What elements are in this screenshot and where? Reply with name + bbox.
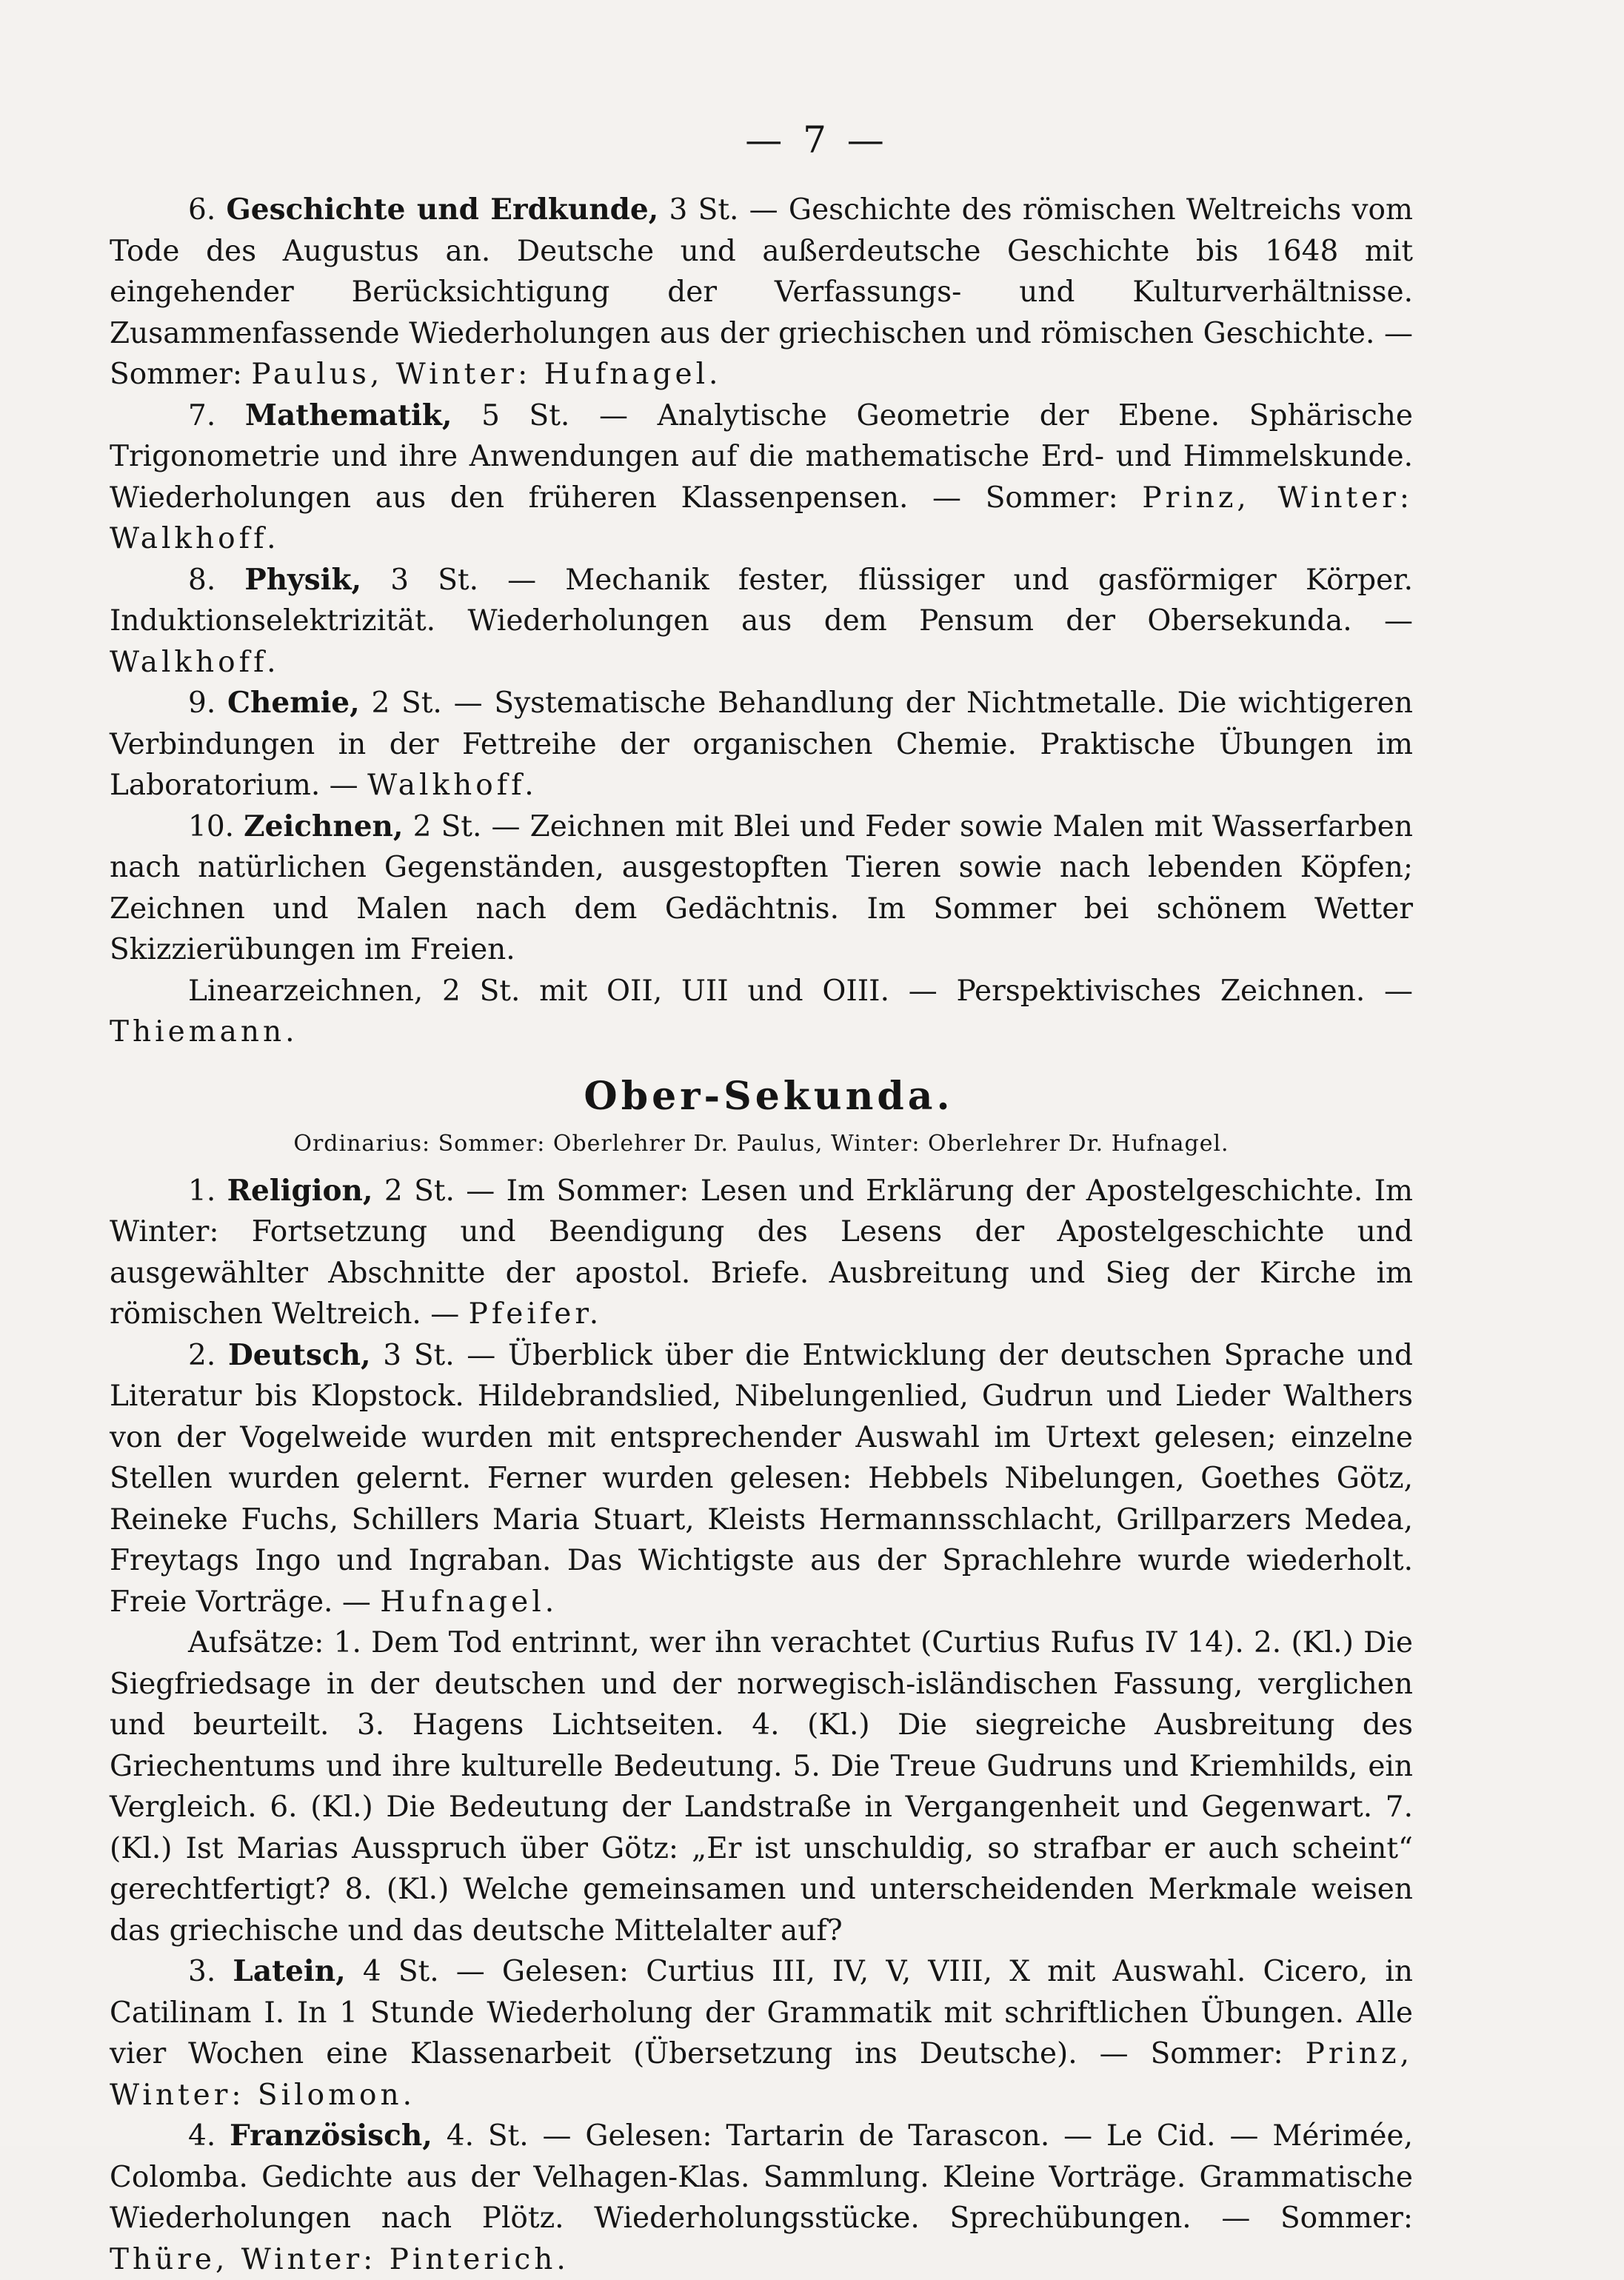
entry-subject: Zeichnen,	[244, 809, 403, 843]
entry-text: 2 St. — Zeichnen mit Blei und Feder sowie Malen mit Wasserfarben nach natürlichen Gegenständen, ausgestopften Tieren sowie nach lebenden Köpfen; Zeichnen und Malen nach dem Gedächtnis. Im Sommer bei schönem Wetter Skizzierübungen im Freien.	[110, 810, 1413, 967]
entry-text: 5 St. — Analytische Geometrie der Ebene. Sphärische Trigonometrie und ihre Anwendungen auf die mathematische Erd- und Himmelskunde. Wiederholungen aus den früheren Klassenpensen. — Sommer:	[110, 399, 1413, 515]
subject-entry	[110, 683, 1413, 806]
entry-teacher: Prinz, Winter: Silomon.	[110, 2037, 1413, 2112]
aufsaetze-paragraph: Aufsätze: 1. Dem Tod entrinnt, wer ihn verachtet (Curtius Rufus IV 14). 2. (Kl.) Die Siegfriedsage in der deutschen und der norwegisch-isländischen Fassung, verglichen und beurteilt. 3. Hagens Lichtseiten. 4. (Kl.) Die siegreiche Ausbreitung des Griechentums und ihre kulturelle Bedeutung. 5. Die Treue Gudruns und Kriemhilds, ein Vergleich. 6. (Kl.) Die Bedeutung der Landstraße in Vergangenheit und Gegenwart. 7. (Kl.) Ist Marias Ausspruch über Götz: „Er ist unschuldig, so strafbar er auch scheint“ gerechtfertigt? 8. (Kl.) Welche gemeinsamen und unterscheidenden Merkmale weisen das griechische und das deutsche Mittelalter auf?	[110, 1622, 1413, 1951]
entry-subject: Physik,	[244, 563, 361, 597]
entry-subject: Mathematik,	[245, 398, 452, 432]
subject-entry	[110, 1335, 1413, 1623]
entry-teacher: Walkhoff.	[367, 769, 538, 802]
entry-subject: Latein,	[233, 1954, 345, 1988]
entry-teacher: Paulus, Winter: Hufnagel.	[251, 358, 721, 391]
entry-number: 2.	[188, 1339, 215, 1372]
page-number: — 7 —	[110, 118, 1413, 161]
subject-entry	[110, 1951, 1413, 2116]
entry-subject: Geschichte und Erdkunde,	[227, 193, 659, 227]
entry-subject: Chemie,	[227, 686, 360, 720]
entry-text: 2 St. — Im Sommer: Lesen und Erklärung der Apostelgeschichte. Im Winter: Fortsetzung und Beendigung des Lesens der Apostelgeschichte und ausgewählter Abschnitte der apostol. Briefe. Ausbreitung und Sieg der Kirche im römischen Weltreich. —	[110, 1174, 1413, 1331]
linear-text: Linearzeichnen, 2 St. mit OII, UII und OIII. — Perspektivisches Zeichnen. —	[188, 974, 1413, 1008]
entry-text: 4. St. — Gelesen: Tartarin de Tarascon. — Le Cid. — Mérimée, Colomba. Gedichte aus der Velhagen-Klas. Sammlung. Kleine Vorträge. Grammatische Wiederholungen nach Plötz. Wiederholungsstücke. Sprechübungen. — Sommer:	[110, 2119, 1413, 2235]
entry-number: 6.	[188, 193, 215, 227]
subject-entry	[110, 806, 1413, 971]
entry-number: 3.	[188, 1955, 215, 1988]
ordinarius-line: Ordinarius: Sommer: Oberlehrer Dr. Paulus, Winter: Oberlehrer Dr. Hufnagel.	[110, 1128, 1413, 1160]
entry-number: 8.	[188, 564, 215, 597]
entry-text: 3 St. — Geschichte des römischen Weltreichs vom Tode des Augustus an. Deutsche und außerdeutsche Geschichte bis 1648 mit eingehender Berücksichtigung der Verfassungs- und Kulturverhältnisse. Zusammenfassende Wiederholungen aus der griechischen und römischen Geschichte. — Sommer:	[110, 193, 1413, 391]
subjects-before	[110, 190, 1413, 1053]
subjects-after	[110, 1171, 1413, 2280]
subject-entry	[110, 2116, 1413, 2280]
entry-number: 7.	[188, 399, 215, 432]
entry-number: 4.	[188, 2119, 215, 2153]
subject-entry	[110, 190, 1413, 395]
entry-teacher: Walkhoff.	[110, 646, 280, 679]
entry-number: 1.	[188, 1174, 215, 1208]
subject-entry	[110, 560, 1413, 683]
entry-subject: Französisch,	[230, 2119, 432, 2153]
entry-text: 2 St. — Systematische Behandlung der Nichtmetalle. Die wichtigeren Verbindungen in der Fettreihe der organischen Chemie. Praktische Übungen im Laboratorium. —	[110, 686, 1413, 802]
entry-text: 4 St. — Gelesen: Curtius III, IV, V, VIII, X mit Auswahl. Cicero, in Catilinam I. In 1 Stunde Wiederholung der Grammatik mit schriftlichen Übungen. Alle vier Wochen eine Klassenarbeit (Übersetzung ins Deutsche). — Sommer:	[110, 1955, 1413, 2070]
entry-teacher: Thüre, Winter: Pinterich.	[110, 2243, 569, 2276]
entry-subject: Religion,	[227, 1174, 373, 1208]
entry-number: 9.	[188, 686, 215, 720]
entry-text: 3 St. — Mechanik fester, flüssiger und gasförmiger Körper. Induktionselektrizität. Wiederholungen aus dem Pensum der Obersekunda. —	[110, 564, 1413, 638]
entry-teacher: Pfeifer.	[469, 1297, 603, 1331]
entry-text: 3 St. — Überblick über die Entwicklung der deutschen Sprache und Literatur bis Klopstock. Hildebrandslied, Nibelungenlied, Gudrun und Lieder Walthers von der Vogelweide wurden mit entsprechender Auswahl im Urtext gelesen; einzelne Stellen wurden gelernt. Ferner wurden gelesen: Hebbels Nibelungen, Goethes Götz, Reineke Fuchs, Schillers Maria Stuart, Kleists Hermannsschlacht, Grillparzers Medea, Freytags Ingo und Ingraban. Das Wichtigste aus der Sprachlehre wurde wiederholt. Freie Vorträge. —	[110, 1339, 1413, 1619]
subject-entry	[110, 1171, 1413, 1335]
entry-number: 10.	[188, 810, 234, 843]
entry-teacher: Prinz, Winter: Walkhoff.	[110, 481, 1413, 556]
entry-subject: Deutsch,	[228, 1338, 371, 1372]
section-title: Ober-Sekunda.	[110, 1074, 1413, 1119]
linear-drawing-line	[110, 971, 1413, 1053]
linear-teacher: Thiemann.	[110, 1015, 298, 1049]
subject-entry	[110, 395, 1413, 560]
entry-teacher: Hufnagel.	[380, 1585, 558, 1619]
